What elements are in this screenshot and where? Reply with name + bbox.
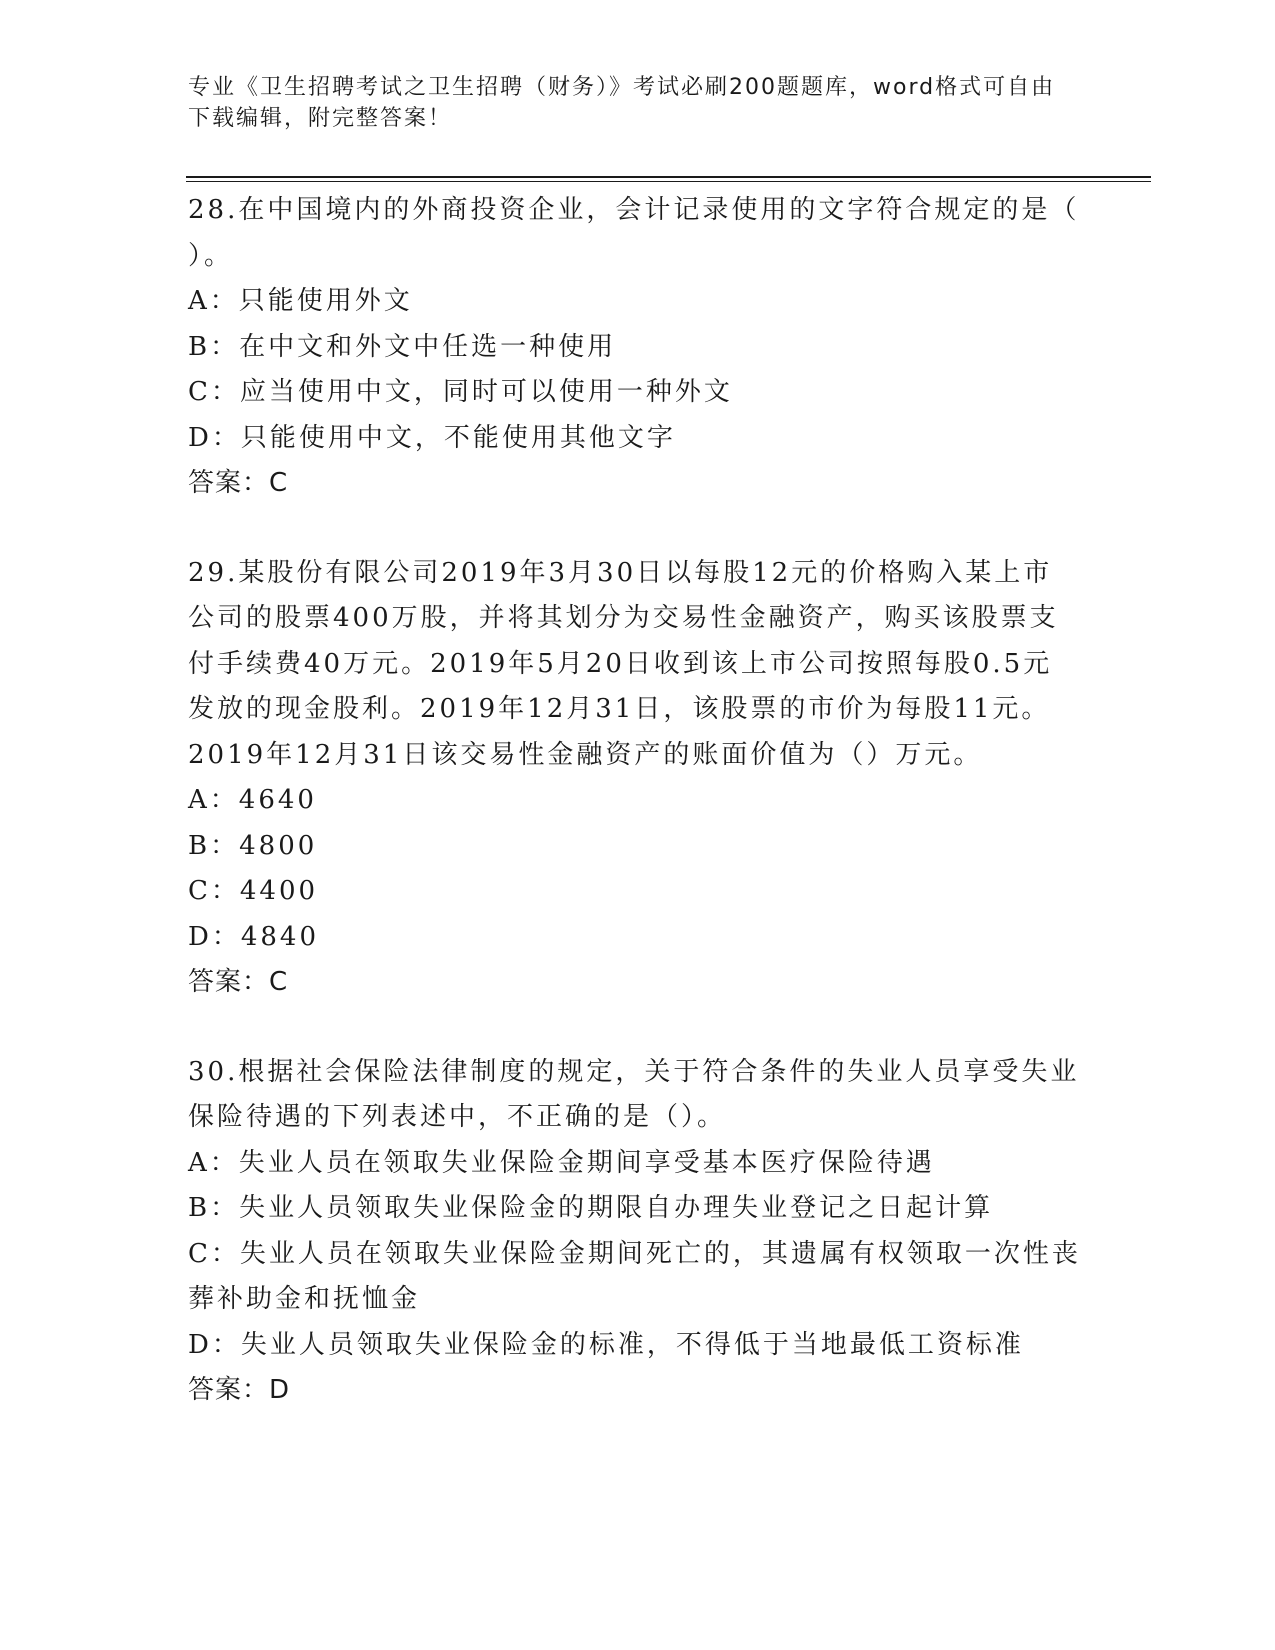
question-stem-line: 2019年12月31日该交易性金融资产的账面价值为（）万元。	[188, 739, 983, 770]
option-b: B：4800	[188, 830, 318, 861]
option-d: D：4840	[188, 921, 320, 952]
question-28	[188, 188, 1088, 507]
question-stem-line: ）。	[188, 240, 234, 271]
option-a: A：只能使用外文	[188, 286, 413, 316]
option-a: A：4640	[188, 785, 317, 815]
answer-line: 答案：C	[188, 967, 289, 997]
question-29	[188, 551, 1088, 1006]
question-spacer	[188, 507, 1088, 551]
option-c: C：4400	[188, 876, 319, 906]
option-d: D：只能使用中文，不能使用其他文字	[188, 422, 676, 453]
question-30	[188, 1050, 1088, 1414]
question-stem-line: 付手续费40万元。2019年5月20日收到该上市公司按照每股0.5元	[188, 648, 1053, 679]
question-stem-line: 30.根据社会保险法律制度的规定，关于符合条件的失业人员享受失业	[188, 1056, 1080, 1087]
option-c: C：应当使用中文，同时可以使用一种外文	[188, 377, 733, 407]
question-spacer	[188, 1006, 1088, 1050]
option-c: C：失业人员在领取失业保险金期间死亡的，其遗属有权领取一次性丧葬补助金和抚恤金	[188, 1238, 1081, 1314]
header-divider-thick	[186, 176, 1151, 178]
question-stem-line: 保险待遇的下列表述中，不正确的是（）。	[188, 1102, 727, 1132]
question-stem-line: 公司的股票400万股，并将其划分为交易性金融资产，购买该股票支	[188, 603, 1059, 633]
answer-line: 答案：C	[188, 468, 289, 498]
question-stem-line: 29.某股份有限公司2019年3月30日以每股12元的价格购入某上市	[188, 557, 1053, 588]
question-stem-line: 28.在中国境内的外商投资企业，会计记录使用的文字符合规定的是（	[188, 195, 1080, 225]
option-b: B：失业人员领取失业保险金的期限自办理失业登记之日起计算	[188, 1193, 994, 1223]
option-a: A：失业人员在领取失业保险金期间享受基本医疗保险待遇	[188, 1147, 935, 1178]
header-divider-thin	[186, 181, 1151, 182]
option-b: B：在中文和外文中任选一种使用	[188, 331, 617, 362]
document-header-title: 专业《卫生招聘考试之卫生招聘（财务）》考试必刷200题题库，word格式可自由下载编辑，附完整答案！	[188, 75, 1056, 131]
question-stem-line: 发放的现金股利。2019年12月31日，该股票的市价为每股11元。	[188, 694, 1051, 724]
question-list	[188, 188, 1088, 1414]
answer-line: 答案：D	[188, 1375, 291, 1405]
option-d: D：失业人员领取失业保险金的标准，不得低于当地最低工资标准	[188, 1329, 1024, 1360]
